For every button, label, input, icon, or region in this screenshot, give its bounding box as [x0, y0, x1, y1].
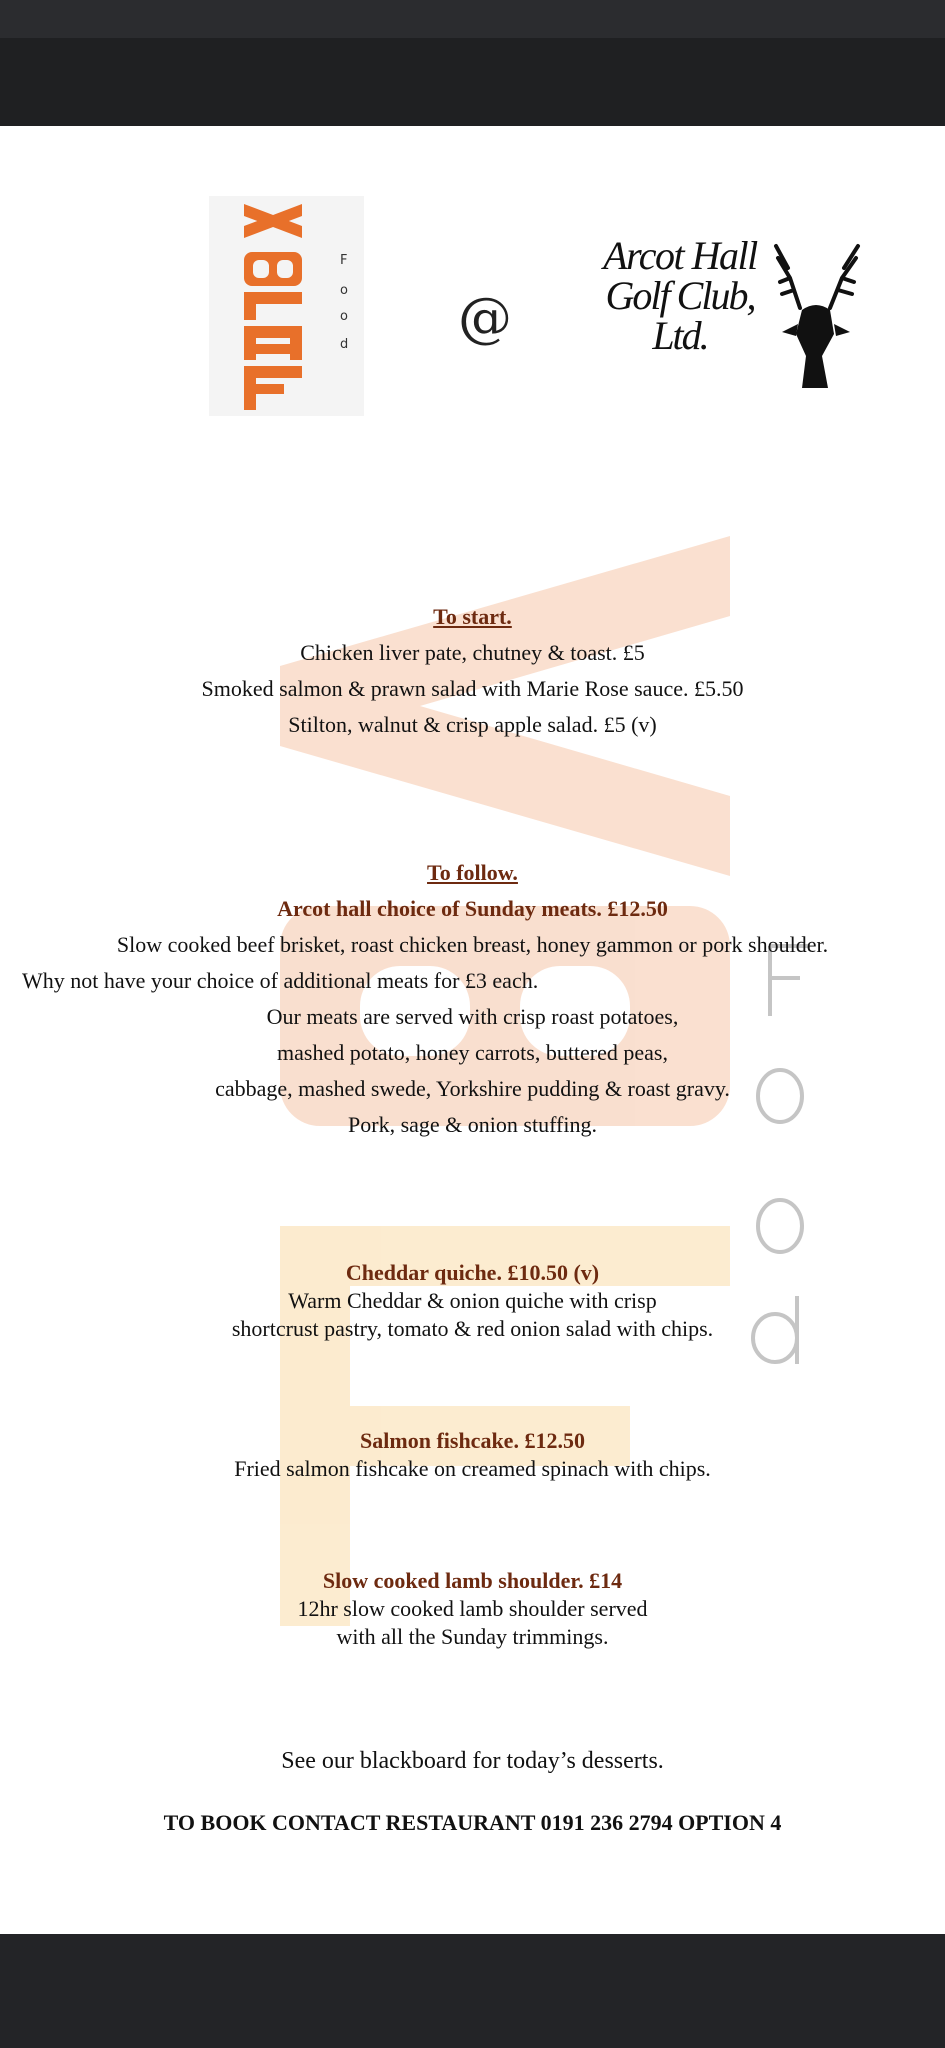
sunday-meats-line: mashed potato, honey carrots, buttered peas,: [277, 1040, 668, 1065]
sunday-meats-title: Arcot hall choice of Sunday meats. £12.50: [277, 896, 668, 921]
sunday-meats-line: Slow cooked beef brisket, roast chicken breast, honey gammon or pork shoulder.: [116, 932, 829, 957]
salmon-desc: Fried salmon fishcake on creamed spinach with chips.: [234, 1456, 711, 1481]
sunday-meats-line: Why not have your choice of additional meats for £3 each.: [22, 968, 539, 993]
quiche-title: Cheddar quiche. £10.50 (v): [345, 1260, 600, 1285]
stag-icon: [772, 238, 862, 390]
sunday-meats-line: Our meats are served with crisp roast potatoes,: [266, 1004, 679, 1029]
booking-info: TO BOOK CONTACT RESTAURANT 0191 236 2794 OPTION 4: [163, 1810, 782, 1835]
menu-page: [0, 126, 945, 1934]
svg-text:o: o: [340, 309, 348, 324]
mains-heading: To follow.: [427, 860, 518, 885]
starters-heading: To start.: [433, 604, 512, 629]
arcot-hall-logo: [580, 233, 780, 358]
lamb-desc: 12hr slow cooked lamb shoulder served: [297, 1596, 648, 1621]
desserts-note: See our blackboard for today’s desserts.: [281, 1748, 664, 1774]
quiche-desc: shortcrust pastry, tomato & red onion salad with chips.: [231, 1316, 714, 1341]
sunday-meats-line: Pork, sage & onion stuffing.: [348, 1112, 597, 1137]
salmon-title: Salmon fishcake. £12.50: [360, 1428, 585, 1453]
svg-text:o: o: [340, 283, 348, 298]
sunday-meats-line: cabbage, mashed swede, Yorkshire pudding & roast gravy.: [215, 1076, 730, 1101]
svg-text:d: d: [340, 337, 349, 352]
club-name-line2: Golf Club, Ltd.: [605, 273, 755, 358]
lamb-desc: with all the Sunday trimmings.: [336, 1624, 609, 1649]
starter-item: Smoked salmon & prawn salad with Marie Rose sauce. £5.50: [201, 676, 744, 701]
top-status-bar: [0, 0, 945, 38]
quiche-desc: Warm Cheddar & onion quiche with crisp: [288, 1288, 657, 1313]
at-symbol: @: [458, 286, 512, 349]
fatox-logo: [209, 196, 364, 416]
top-black-band: [0, 38, 945, 126]
starter-item: Stilton, walnut & crisp apple salad. £5 (v): [288, 712, 657, 737]
bottom-black-band: [0, 1934, 945, 2048]
club-name-line1: Arcot Hall: [603, 233, 757, 278]
svg-text:F: F: [340, 253, 348, 268]
starter-item: Chicken liver pate, chutney & toast. £5: [300, 640, 645, 665]
lamb-title: Slow cooked lamb shoulder. £14: [322, 1568, 623, 1593]
